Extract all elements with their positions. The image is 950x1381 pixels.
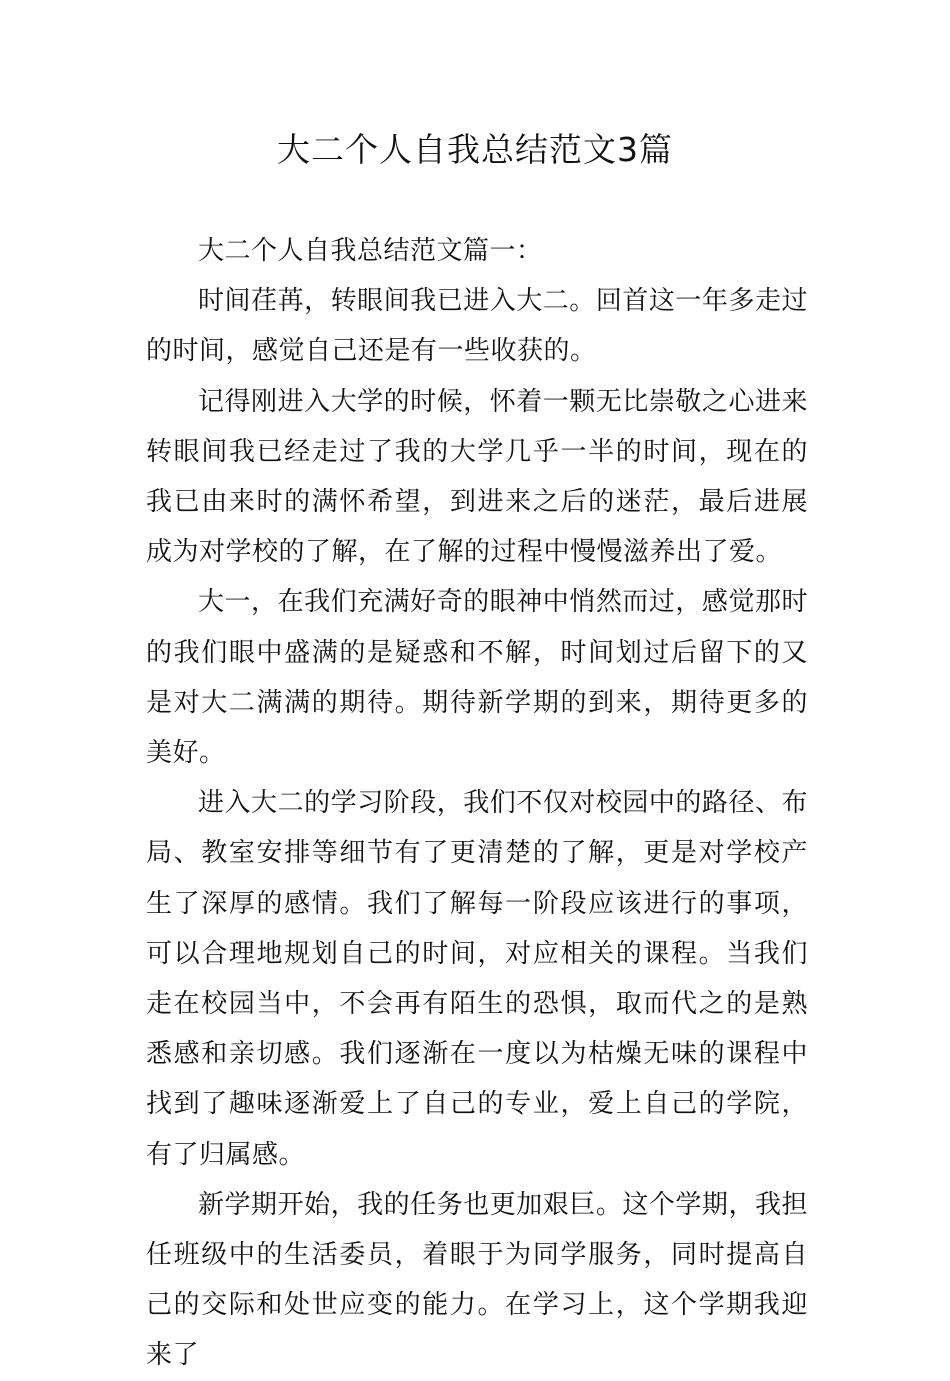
document-body [146, 226, 808, 1381]
paragraph: 进入大二的学习阶段，我们不仅对校园中的路径、布局、教室安排等细节有了更清楚的了解，更是对学校产生了深厚的感情。我们了解每一阶段应该进行的事项，可以合理地规划自己的时间，对应相关的课程。当我们走在校园当中，不会再有陌生的恐惧，取而代之的是熟悉感和亲切感。我们逐渐在一度以为枯燥无味的课程中找到了趣味逐渐爱上了自己的专业，爱上自己的学院，有了归属感。 [146, 788, 808, 1170]
document-title: 大二个人自我总结范文3篇 [277, 130, 673, 169]
section-heading: 大二个人自我总结范文篇一： [198, 236, 543, 266]
paragraph: 记得刚进入大学的时候，怀着一颗无比崇敬之心进来转眼间我已经走过了我的大学几乎一半的时间，现在的我已由来时的满怀希望，到进来之后的迷茫，最后进展成为对学校的了解，在了解的过程中慢慢滋养出了爱。 [146, 386, 808, 568]
paragraph: 新学期开始，我的任务也更加艰巨。这个学期，我担任班级中的生活委员，着眼于为同学服务，同时提高自己的交际和处世应变的能力。在学习上，这个学期我迎来了 [146, 1189, 808, 1371]
paragraph: 大一，在我们充满好奇的眼神中悄然而过，感觉那时的我们眼中盛满的是疑惑和不解，时间划过后留下的又是对大二满满的期待。期待新学期的到来，期待更多的美好。 [146, 587, 808, 769]
paragraph: 时间荏苒，转眼间我已进入大二。回首这一年多走过的时间，感觉自己还是有一些收获的。 [146, 286, 808, 367]
